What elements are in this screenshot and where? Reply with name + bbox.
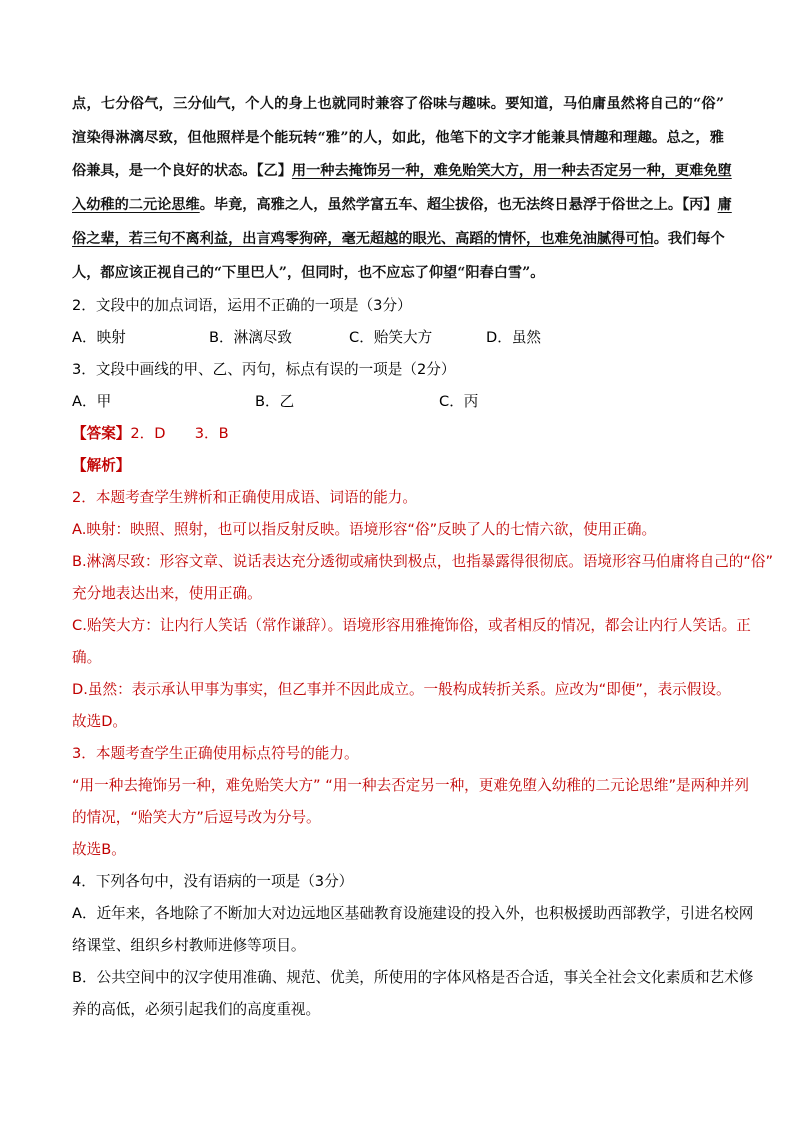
option-a: A．映射 (72, 329, 126, 347)
question-4-option-a: A．近年来，各地除了不断加大对边远地区基础教育设施建设的投入外，也积极援助西部教学，引进名校网 (72, 905, 754, 923)
analysis-option-b-cont: 充分地表达出来，使用正确。 (72, 585, 262, 603)
analysis-q3-explain: “用一种去掩饰另一种，难免贻笑大方” “用一种去否定另一种，更难免堕入幼稚的二元论思维”是两种并列 (72, 777, 750, 795)
passage-line-2: 渲染得淋漓尽致，但他照样是个能玩转“雅”的人，如此，他笔下的文字才能兼具情趣和理趣。总之，雅 (72, 129, 724, 146)
underlined-sentence-yi: 用一种去掩饰另一种，难免贻笑大方，用一种去否定另一种，更难免堕 (291, 163, 732, 180)
passage-line-1: 点，七分俗气，三分仙气，个人的身上也就同时兼容了俗味与趣味。要知道，马伯庸虽然将自己的“俗” (72, 96, 724, 112)
analysis-option-b: B.淋漓尽致：形容文章、说话表达充分透彻或痛快到极点，也指暴露得很彻底。语境形容马伯庸将自己的“俗” (72, 553, 774, 571)
option-d: D．虽然 (486, 329, 542, 347)
analysis-q2 (72, 482, 774, 866)
question-2-stem: 2．文段中的加点词语，运用不正确的一项是（3分） (72, 297, 412, 315)
option-a: A．甲 (72, 393, 112, 411)
passage-text: 。毕竟，高雅之人，虽然学富五车、超尘拔俗，也无法终日悬浮于俗世之上。【丙】 (199, 197, 718, 214)
question-4-stem: 4．下列各句中，没有语病的一项是（3分） (72, 873, 354, 891)
answer-text: 2．D 3．B (130, 425, 229, 443)
underlined-sentence-yi-end: 入幼稚的二元论思维 (72, 197, 200, 214)
analysis-q2-pick: 故选D。 (72, 713, 128, 731)
option-c: C．贻笑大方 (349, 329, 433, 347)
passage-text: 俗兼具，是一个良好的状态。【乙】 (72, 163, 292, 180)
analysis-q2-head: 2．本题考查学生辨析和正确使用成语、词语的能力。 (72, 489, 417, 507)
option-b: B．乙 (255, 393, 295, 411)
option-b: B．淋漓尽致 (209, 329, 292, 347)
question-3-options (72, 386, 724, 418)
analysis-label: 【解析】 (72, 457, 131, 475)
answer-label: 【答案】 (72, 425, 131, 443)
question-2-options (72, 322, 724, 354)
question-4 (72, 866, 754, 1026)
analysis-option-d: D.虽然：表示承认甲事为事实，但乙事并不因此成立。一般构成转折关系。应改为“即便”，表示假设。 (72, 681, 731, 699)
passage-text: 。我们每个 (653, 230, 725, 247)
passage-line-3 (72, 155, 732, 189)
passage-line-6: 人，都应该正视自己的“下里巴人”，但同时，也不应忘了仰望“阳春白雪”。 (72, 264, 545, 281)
analysis-option-c: C.贻笑大方：让内行人笑话（常作谦辞）。语境形容用雅掩饰俗，或者相反的情况，都会让内行人笑话。正 (72, 617, 751, 635)
question-4-option-a-cont: 络课堂、组织乡村教师进修等项目。 (72, 937, 306, 955)
underlined-sentence-bing-start: 庸 (717, 197, 732, 214)
analysis-q3-explain-cont: 的情况，“贻笑大方”后逗号改为分号。 (72, 809, 321, 827)
answer-line (72, 418, 724, 450)
reading-passage (72, 88, 732, 290)
analysis-option-c-cont: 确。 (72, 649, 102, 667)
analysis-q3-pick: 故选B。 (72, 841, 126, 859)
page-content (72, 88, 774, 1026)
question-4-option-b-cont: 养的高低，必须引起我们的高度重视。 (72, 1001, 321, 1019)
underlined-sentence-bing: 俗之辈，若三句不离利益，出言鸡零狗碎，毫无超越的眼光、高蹈的情怀，也难免油腻得可怕 (72, 230, 654, 247)
analysis-option-a: A.映射：映照、照射，也可以指反射反映。语境形容“俗”反映了人的七情六欲，使用正确。 (72, 521, 657, 539)
passage-line-4 (72, 189, 732, 223)
analysis-q3-head: 3．本题考查学生正确使用标点符号的能力。 (72, 745, 359, 763)
question-3-stem: 3．文段中画线的甲、乙、丙句，标点有误的一项是（2分） (72, 361, 456, 379)
passage-line-5 (72, 223, 724, 257)
question-4-option-b: B．公共空间中的汉字使用准确、规范、优美，所使用的字体风格是否合适，事关全社会文化素质和艺术修 (72, 969, 754, 987)
option-c: C．丙 (439, 393, 479, 411)
